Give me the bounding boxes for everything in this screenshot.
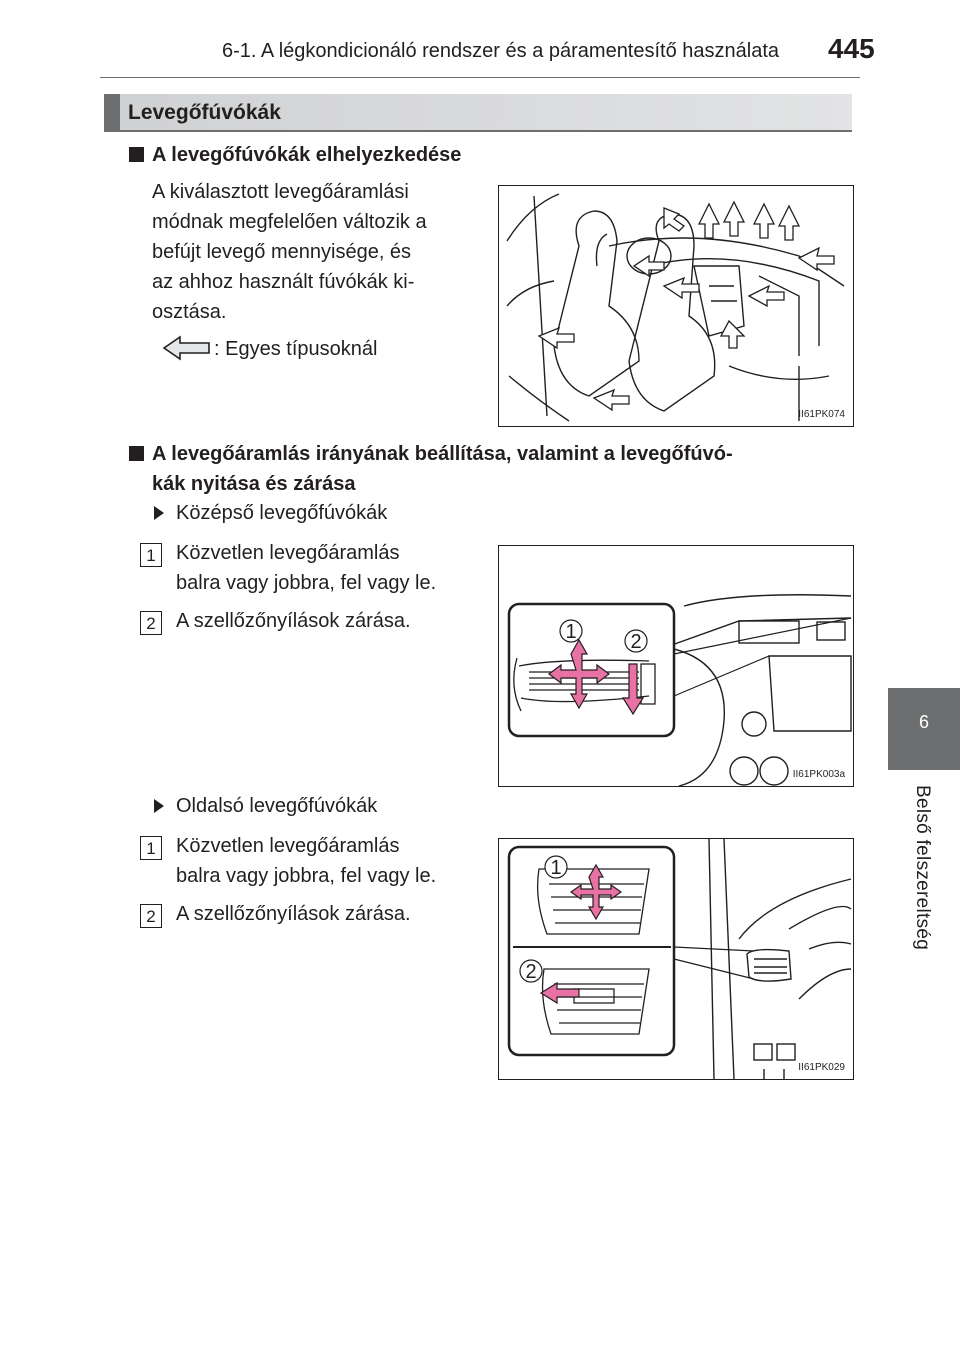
side-step-2-text: A szellőzőnyílások zárása. <box>176 903 411 925</box>
center-step-1-text <box>176 538 436 598</box>
center-vents-title: Középső levegőfúvókák <box>176 502 388 524</box>
location-paragraph <box>152 177 476 327</box>
center-vent-figure <box>498 545 854 787</box>
figure-code: II61PK074 <box>798 409 845 420</box>
section-bar-underline <box>104 130 852 132</box>
chapter-title: 6-1. A légkondicionáló rendszer és a páramentesítő használata <box>222 40 780 62</box>
step-number-box: 2 <box>140 904 162 928</box>
side-vent-illustration <box>499 839 853 1079</box>
paragraph-line: módnak megfelelően változik a <box>152 211 427 233</box>
adjust-heading <box>152 439 854 499</box>
step-number-box: 2 <box>140 611 162 635</box>
step-line: balra vagy jobbra, fel vagy le. <box>176 865 437 887</box>
step-line: Közvetlen levegőáramlás <box>176 542 400 564</box>
header-rule <box>100 77 860 78</box>
chapter-tab-number: 6 <box>918 712 929 732</box>
callout-1: 1 <box>565 621 577 643</box>
side-vents-title: Oldalsó levegőfúvókák <box>176 795 378 817</box>
center-vent-illustration <box>499 546 853 786</box>
subheading-square-icon <box>129 446 144 461</box>
step-number-box: 1 <box>140 836 162 860</box>
adjust-heading-line: A levegőáramlás irányának beállítása, valamint a levegőfúvó- <box>152 443 733 465</box>
step-number-box: 1 <box>140 543 162 567</box>
vent-location-figure <box>498 185 854 427</box>
airflow-arrow-legend-icon <box>162 334 212 362</box>
paragraph-line: osztása. <box>152 301 227 323</box>
step-line: balra vagy jobbra, fel vagy le. <box>176 572 437 594</box>
side-vent-figure <box>498 838 854 1080</box>
callout-1: 1 <box>550 857 562 879</box>
paragraph-line: az ahhoz használt fúvókák ki- <box>152 271 415 293</box>
figure-code: II61PK029 <box>798 1062 845 1073</box>
car-interior-illustration <box>499 186 853 426</box>
subheading-square-icon <box>129 147 144 162</box>
figure-code: II61PK003a <box>792 769 845 780</box>
paragraph-line: befújt levegő mennyisége, és <box>152 241 412 263</box>
step-line: Közvetlen levegőáramlás <box>176 835 400 857</box>
page-number: 445 <box>828 33 875 64</box>
bullet-triangle-icon <box>154 799 164 813</box>
center-step-2-text: A szellőzőnyílások zárása. <box>176 610 411 632</box>
location-heading: A levegőfúvókák elhelyezkedése <box>152 144 462 166</box>
chapter-tab-label: Belső felszereltség <box>912 785 933 951</box>
side-step-1-text <box>176 831 436 891</box>
callout-2: 2 <box>630 631 642 653</box>
paragraph-line: A kiválasztott levegőáramlási <box>152 181 409 203</box>
section-bar-accent <box>104 94 120 132</box>
section-title: Levegőfúvókák <box>128 101 281 124</box>
callout-2: 2 <box>525 961 537 983</box>
adjust-heading-line: kák nyitása és zárása <box>152 473 356 495</box>
legend-text: : Egyes típusoknál <box>214 338 378 360</box>
bullet-triangle-icon <box>154 506 164 520</box>
